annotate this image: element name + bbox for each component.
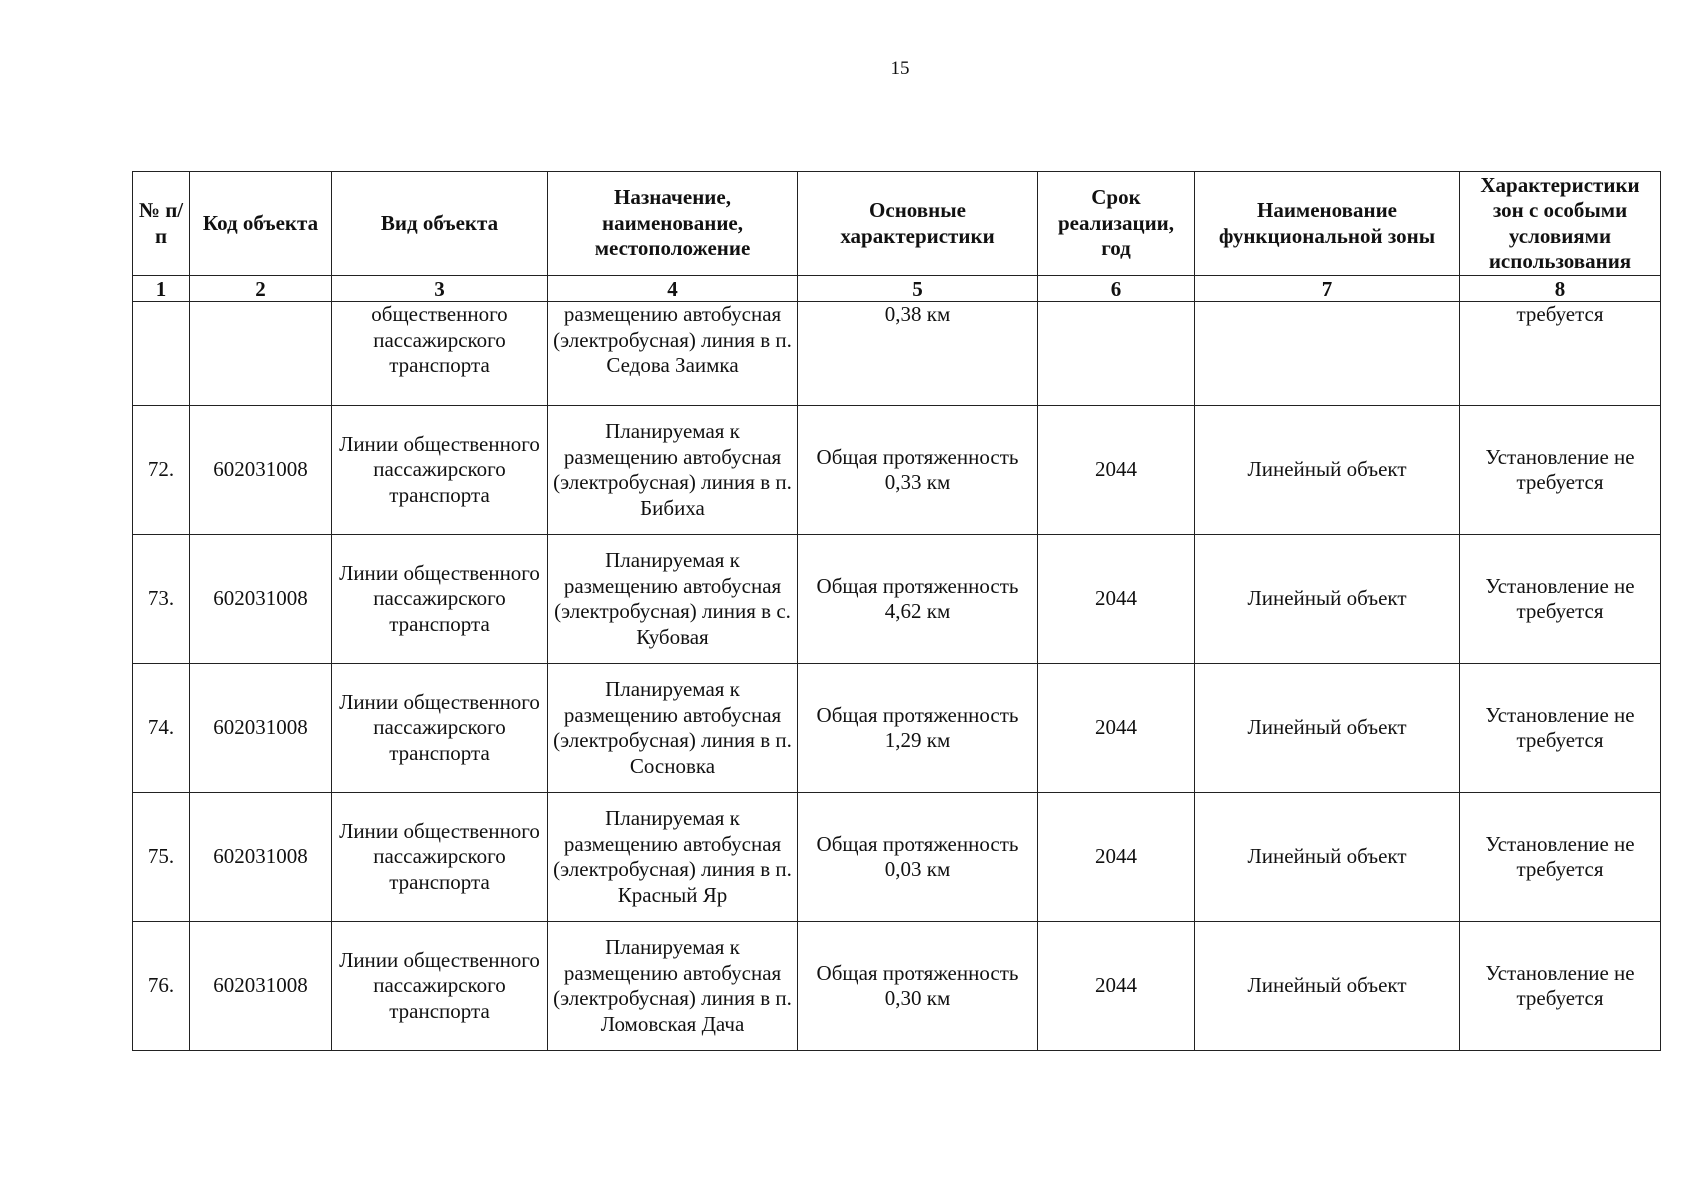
cell-type: Линии общественного пассажирского транспорта: [332, 793, 548, 922]
cell-code: 602031008: [190, 664, 332, 793]
cell-num: 72.: [133, 406, 190, 535]
cell-zone: Линейный объект: [1195, 535, 1460, 664]
cell-special-zones: Установление не требуется: [1460, 664, 1661, 793]
cell-type: Линии общественного пассажирского транспорта: [332, 535, 548, 664]
column-index-row: [133, 276, 1661, 302]
column-index: 4: [548, 276, 798, 302]
cell-purpose: размещению автобусная (электробусная) линия в п. Седова Заимка: [548, 302, 798, 406]
cell-characteristics: Общая протяженность 1,29 км: [798, 664, 1038, 793]
cell-purpose: Планируемая к размещению автобусная (электробусная) линия в с. Кубовая: [548, 535, 798, 664]
cell-year: [1038, 302, 1195, 406]
table-row: [133, 793, 1661, 922]
table-row: [133, 535, 1661, 664]
cell-characteristics: Общая протяженность 0,30 км: [798, 922, 1038, 1051]
cell-special-zones: Установление не требуется: [1460, 793, 1661, 922]
cell-num: 74.: [133, 664, 190, 793]
cell-characteristics: 0,38 км: [798, 302, 1038, 406]
cell-num: 75.: [133, 793, 190, 922]
table-row: [133, 922, 1661, 1051]
cell-year: 2044: [1038, 664, 1195, 793]
table-row-continuation: [133, 302, 1661, 406]
header-type: Вид объекта: [332, 172, 548, 276]
cell-characteristics: Общая протяженность 0,33 км: [798, 406, 1038, 535]
table-row: [133, 664, 1661, 793]
cell-year: 2044: [1038, 922, 1195, 1051]
cell-purpose: Планируемая к размещению автобусная (электробусная) линия в п. Ломовская Дача: [548, 922, 798, 1051]
column-index: 1: [133, 276, 190, 302]
cell-num: 76.: [133, 922, 190, 1051]
cell-special-zones: требуется: [1460, 302, 1661, 406]
cell-special-zones: Установление не требуется: [1460, 535, 1661, 664]
cell-zone: [1195, 302, 1460, 406]
cell-special-zones: Установление не требуется: [1460, 406, 1661, 535]
cell-characteristics: Общая протяженность 0,03 км: [798, 793, 1038, 922]
cell-year: 2044: [1038, 406, 1195, 535]
cell-type: Линии общественного пассажирского транспорта: [332, 406, 548, 535]
cell-type: Линии общественного пассажирского транспорта: [332, 922, 548, 1051]
cell-num: [133, 302, 190, 406]
cell-purpose: Планируемая к размещению автобусная (электробусная) линия в п. Сосновка: [548, 664, 798, 793]
cell-code: [190, 302, 332, 406]
column-index: 2: [190, 276, 332, 302]
objects-table: [132, 171, 1661, 1051]
header-code: Код объекта: [190, 172, 332, 276]
cell-zone: Линейный объект: [1195, 664, 1460, 793]
cell-zone: Линейный объект: [1195, 922, 1460, 1051]
header-purpose: Назначение, наименование, местоположение: [548, 172, 798, 276]
column-index: 6: [1038, 276, 1195, 302]
cell-code: 602031008: [190, 406, 332, 535]
column-index: 5: [798, 276, 1038, 302]
header-num: № п/п: [133, 172, 190, 276]
page-number: 15: [890, 58, 910, 79]
table-row: [133, 406, 1661, 535]
column-index: 3: [332, 276, 548, 302]
cell-purpose: Планируемая к размещению автобусная (электробусная) линия в п. Бибиха: [548, 406, 798, 535]
cell-code: 602031008: [190, 922, 332, 1051]
cell-special-zones: Установление не требуется: [1460, 922, 1661, 1051]
cell-zone: Линейный объект: [1195, 793, 1460, 922]
cell-type: Линии общественного пассажирского транспорта: [332, 664, 548, 793]
cell-type: общественного пассажирского транспорта: [332, 302, 548, 406]
cell-year: 2044: [1038, 793, 1195, 922]
header-zone: Наименование функциональной зоны: [1195, 172, 1460, 276]
column-index: 8: [1460, 276, 1661, 302]
header-special-zones: Характеристики зон с особыми условиями использования: [1460, 172, 1661, 276]
cell-year: 2044: [1038, 535, 1195, 664]
cell-code: 602031008: [190, 793, 332, 922]
cell-purpose: Планируемая к размещению автобусная (электробусная) линия в п. Красный Яр: [548, 793, 798, 922]
header-characteristics: Основные характеристики: [798, 172, 1038, 276]
cell-code: 602031008: [190, 535, 332, 664]
column-index: 7: [1195, 276, 1460, 302]
cell-characteristics: Общая протяженность 4,62 км: [798, 535, 1038, 664]
header-year: Срок реализации, год: [1038, 172, 1195, 276]
cell-zone: Линейный объект: [1195, 406, 1460, 535]
header-row: [133, 172, 1661, 276]
cell-num: 73.: [133, 535, 190, 664]
